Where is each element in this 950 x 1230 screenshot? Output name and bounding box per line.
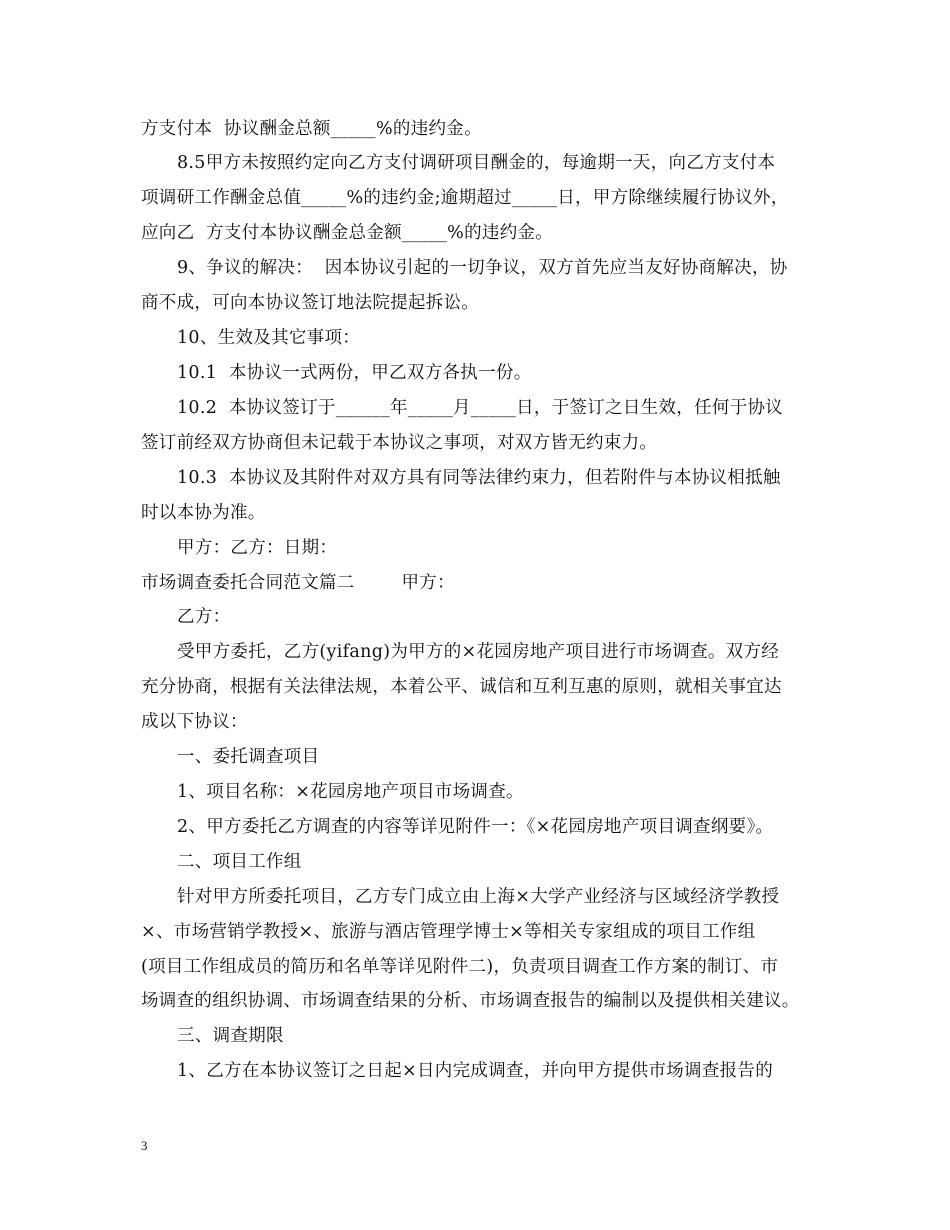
text-line: 1、乙方在本协议签订之日起×日内完成调查，并向甲方提供市场调查报告的 [177, 1061, 773, 1081]
text-line: 项调研工作酬金总值_____%的违约金;逾期超过_____日，甲方除继续履行协议外， [141, 188, 789, 208]
document-title: 市场调查委托合同范文篇二 甲方： [141, 573, 455, 593]
text-line: 时以本协为准。 [141, 503, 266, 523]
section-heading: 10、生效及其它事项： [177, 328, 361, 348]
text-line: 应向乙 方支付本协议酬金总金额_____%的违约金。 [141, 223, 554, 243]
text-line: 10.2 本协议签订于______年_____月_____日，于签订之日生效，任何于协议 [177, 398, 784, 418]
text-line: 针对甲方所委托项目，乙方专门成立由上海×大学产业经济与区域经济学教授 [177, 887, 780, 907]
party-b-label: 乙方： [177, 607, 231, 627]
text-line: 1、项目名称：×花园房地产项目市场调查。 [177, 782, 524, 802]
text-line: 商不成，可向本协议签订地法院提起拆讼。 [141, 293, 480, 313]
text-line: (项目工作组成员的简历和名单等详见附件二)，负责项目调查工作方案的制订、市 [141, 957, 779, 977]
section-heading: 一、委托调查项目 [177, 747, 320, 767]
text-line: 成以下协议： [141, 712, 248, 732]
text-line: 方支付本 协议酬金总额_____%的违约金。 [141, 119, 482, 139]
text-line: 8.5甲方未按照约定向乙方支付调研项目酬金的，每逾期一天，向乙方支付本 [177, 153, 776, 173]
text-line: 受甲方委托，乙方(yifang)为甲方的×花园房地产项目进行市场调查。双方经 [177, 642, 780, 662]
text-line: 充分协商，根据有关法律法规，本着公平、诚信和互利互惠的原则，就相关事宜达 [141, 677, 782, 697]
text-line: 2、甲方委托乙方调查的内容等详见附件一：《×花园房地产项目调查纲要》。 [177, 817, 774, 837]
section-heading: 三、调查期限 [177, 1026, 284, 1046]
text-line: 场调查的组织协调、市场调查结果的分析、市场调查报告的编制以及提供相关建议。 [141, 991, 800, 1011]
text-line: 签订前经双方协商但未记载于本协议之事项，对双方皆无约束力。 [141, 433, 658, 453]
signature-line: 甲方：乙方：日期： [177, 538, 338, 558]
text-line: 10.1 本协议一式两份，甲乙双方各执一份。 [177, 363, 532, 383]
text-line: 10.3 本协议及其附件对双方具有同等法律约束力，但若附件与本协议相抵触 [177, 468, 781, 488]
text-line: 9、争议的解决： 因本协议引起的一切争议，双方首先应当友好协商解决，协 [177, 258, 788, 278]
section-heading: 二、项目工作组 [177, 852, 302, 872]
page-number: 3 [141, 1138, 148, 1153]
text-line: ×、市场营销学教授×、旅游与酒店管理学博士×等相关专家组成的项目工作组 [141, 922, 756, 942]
